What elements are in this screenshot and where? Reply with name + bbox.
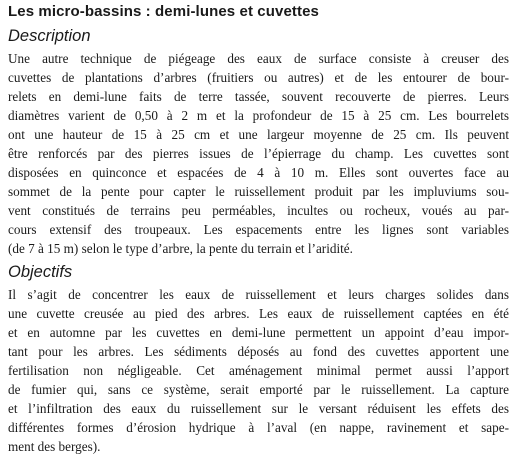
paragraph-line: fertilisation non négligeable. Cet aménagement minimal permet aussi l’apport	[8, 362, 509, 378]
paragraph-line: et en automne par les cuvettes en demi-lune permettent un appoint d’eau impor-	[8, 324, 509, 340]
section-description	[8, 26, 509, 259]
paragraph-line: cuvettes de plantations d’arbres (fruitiers ou autres) et de les entourer de bour-	[8, 70, 509, 86]
document-page	[8, 2, 509, 459]
document-title: Les micro-bassins : demi-lunes et cuvettes	[8, 3, 319, 20]
paragraph-line: ment des berges).	[8, 438, 101, 454]
paragraph-line: (de 7 à 15 m) selon le type d’arbre, la pente du terrain et l’aridité.	[8, 241, 353, 257]
paragraph-line: de fumier qui, sans ce système, serait emporté par le ruissellement. La capture	[8, 381, 509, 397]
section-objectifs	[8, 262, 509, 456]
paragraph-line: tant pour les arbres. Les sédiments déposés au fond des cuvettes apportent une	[8, 343, 509, 359]
paragraph-line: et l’infiltration des eaux du ruissellement sur le versant réduisent les effets des	[8, 400, 509, 416]
paragraph-line: être renforcés par des pierres issues de l’épierrage du champ. Les cuvettes sont	[8, 146, 509, 162]
paragraph-line: vent constitués de terrains peu perméables, incultes ou rocheux, voués au par-	[8, 203, 509, 219]
paragraph-line: sommet de la pente pour capter le ruissellement produit par les impluviums sou-	[8, 184, 509, 200]
paragraph-line: Une autre technique de piégeage des eaux de surface consiste à creuser des	[8, 51, 509, 66]
paragraph-line: cours extensif des troupeaux. Les espacements entre les lignes sont variables	[8, 222, 509, 238]
paragraph-line: diamètres varient de 0,50 à 2 m et la profondeur de 15 à 25 cm. Les bourrelets	[8, 108, 509, 124]
paragraph-line: disposées en quinconce et espacées de 4 à 10 m. Elles sont ouvertes face au	[8, 165, 509, 181]
paragraph-line: relets en demi-lune faits de terre tassée, souvent recouverte de pierres. Leurs	[8, 89, 509, 105]
objectifs-paragraph	[8, 285, 509, 456]
paragraph-line: différentes formes d’érosion hydrique à l’aval (en nappe, ravinement et sape-	[8, 419, 509, 435]
description-paragraph	[8, 49, 509, 259]
paragraph-line: ont une hauteur de 15 à 25 cm et une largeur moyenne de 25 cm. Ils peuvent	[8, 127, 509, 143]
section-heading-objectifs: Objectifs	[8, 262, 73, 281]
section-heading-description: Description	[8, 27, 91, 45]
paragraph-line: une cuvette creusée au pied des arbres. Les eaux de ruissellement captées en été	[8, 305, 509, 321]
paragraph-line: Il s’agit de concentrer les eaux de ruissellement et leurs charges solides dans	[8, 286, 509, 302]
